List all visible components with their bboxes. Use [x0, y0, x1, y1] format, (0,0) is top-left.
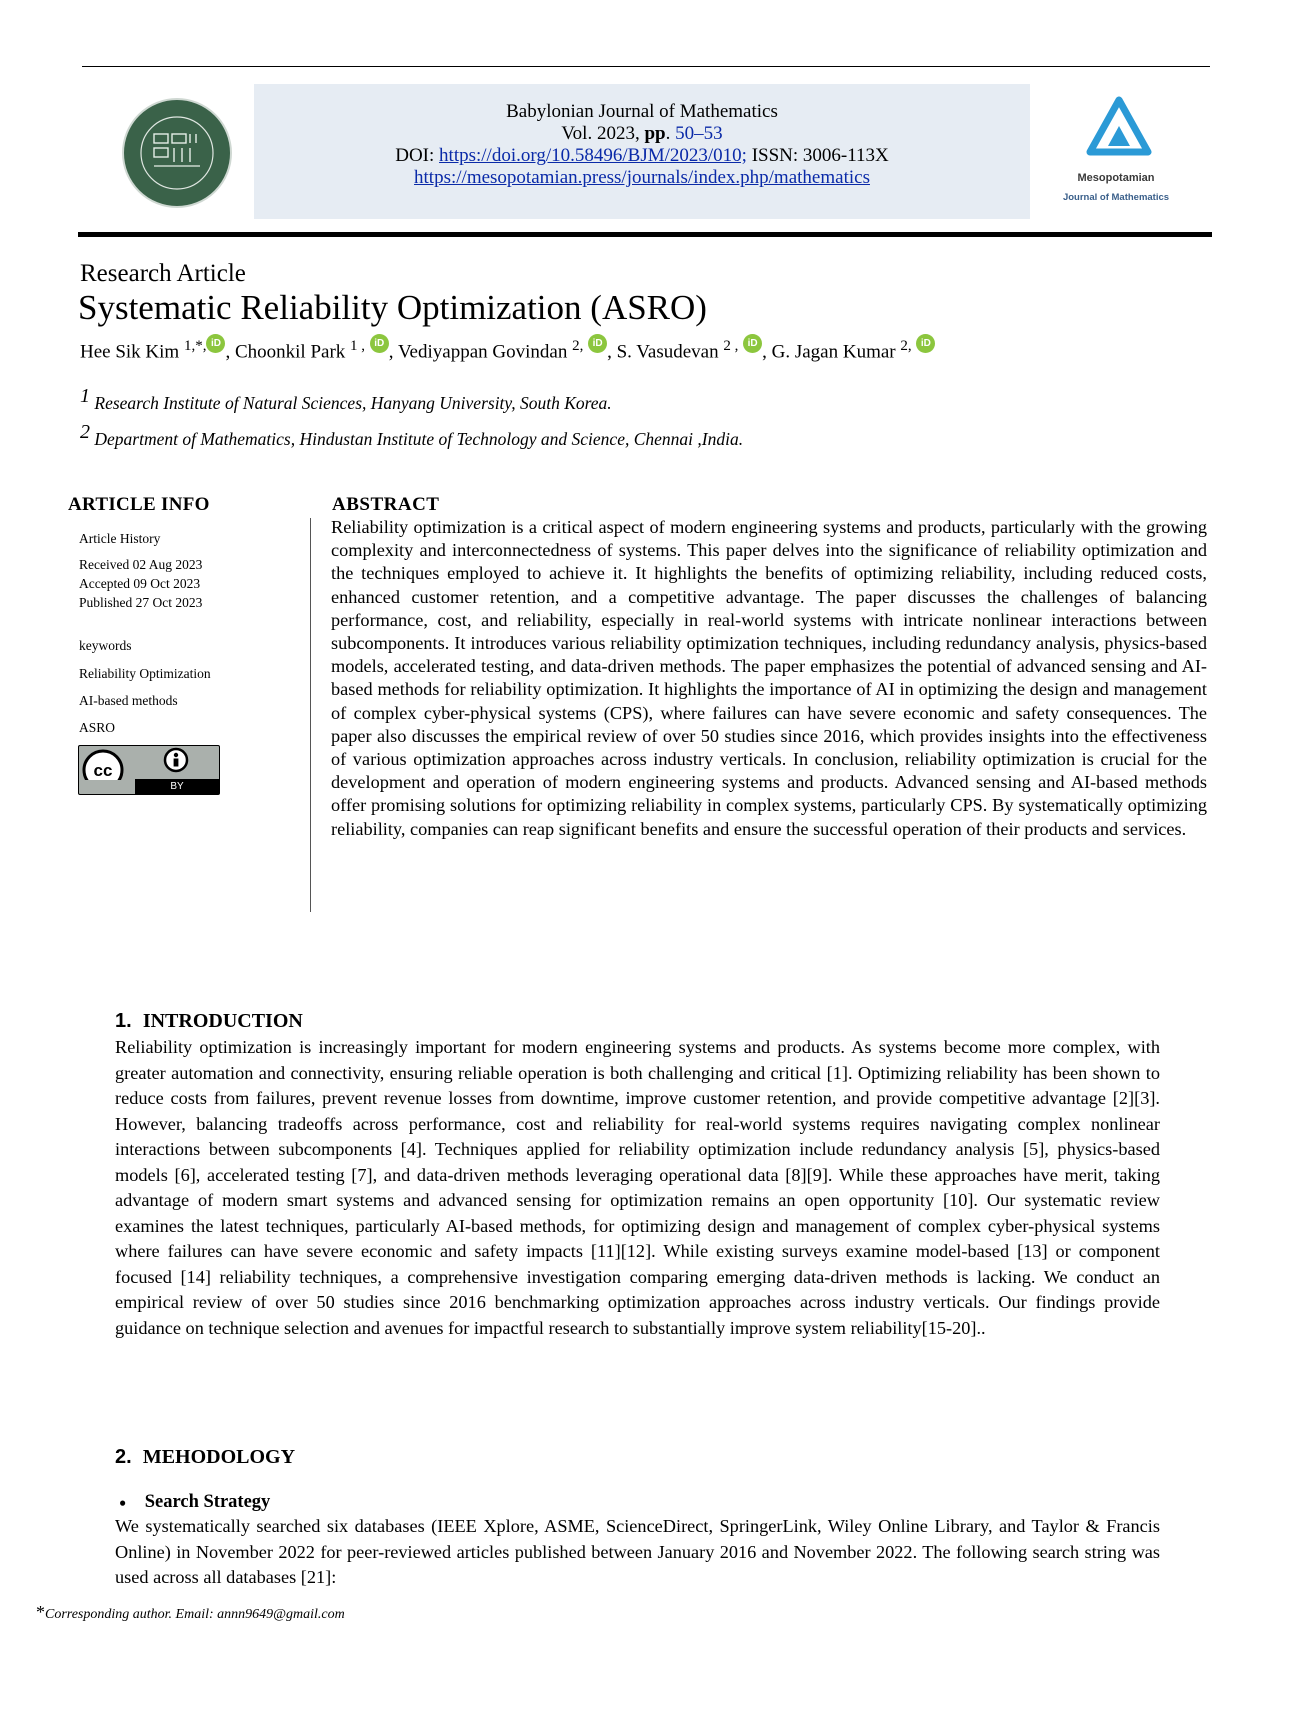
publisher-logo [122, 98, 232, 208]
published-date: Published 27 Oct 2023 [79, 595, 203, 610]
author-name: , Vediyappan Govindan [388, 341, 573, 363]
author-name: , Choonkil Park [225, 341, 351, 363]
affiliation-1: $^1$ Research Institute of Natural Sciences, Hanyang University, South Korea. [80, 385, 612, 413]
orcid-icon[interactable]: iD [916, 334, 935, 353]
orcid-icon[interactable]: iD [743, 334, 762, 353]
journal-logo [1086, 96, 1152, 162]
journal-header-band [254, 84, 1030, 219]
article-type: Research Article [80, 260, 246, 287]
abstract-divider [310, 518, 311, 912]
svg-text:cc: cc [93, 761, 113, 780]
journal-name: Babylonian Journal of Mathematics [506, 101, 778, 122]
cc-icon [79, 746, 219, 780]
article-title: Systematic Reliability Optimization (ASRO) [78, 288, 707, 327]
author-name: , S. Vasudevan [607, 341, 724, 363]
article-info-heading: ARTICLE INFO [68, 494, 210, 515]
intro-heading: 1. INTRODUCTION [115, 1010, 303, 1032]
article-history-label: Article History [79, 531, 161, 546]
journal-logo-subtitle: Journal of Mathematics [1062, 192, 1170, 203]
header-rule [78, 232, 1212, 237]
license-label: BY [135, 779, 219, 794]
search-strategy-heading: ● Search Strategy [119, 1492, 271, 1512]
journal-logo-title: Mesopotamian [1077, 172, 1155, 184]
accepted-date: Accepted 09 Oct 2023 [79, 576, 201, 591]
keyword-item: Reliability Optimization [79, 666, 211, 681]
author-name: , G. Jagan Kumar [762, 341, 901, 363]
author-name: Hee Sik Kim [80, 341, 184, 363]
volume-pages: Vol. 2023, pp. 50–53 [561, 123, 723, 144]
journal-url-line [254, 167, 1030, 189]
methodology-heading: 2. MEHODOLOGY [115, 1446, 296, 1468]
affiliation-2: $^2$ Department of Mathematics, Hindustan Institute of Technology and Science, Chennai ,India. [80, 421, 744, 449]
abstract-heading: ABSTRACT [332, 494, 440, 515]
orcid-icon[interactable]: iD [206, 334, 225, 353]
keyword-item: AI-based methods [79, 693, 178, 708]
page-range: 50–53 [675, 123, 723, 144]
keywords-label: keywords [79, 638, 132, 653]
corresponding-author-footnote: *Corresponding author. Email: annn9649@gmail.com [36, 1602, 345, 1622]
orcid-icon[interactable]: iD [370, 334, 389, 353]
cc-by-license-badge[interactable] [78, 745, 220, 795]
bullet: ● [119, 1495, 127, 1510]
keyword-item: ASRO [79, 720, 116, 735]
orcid-icon[interactable]: iD [588, 334, 607, 353]
author-list: Hee Sik Kim $^{1,*,}$ iD , Choonkil Park $^{1 ,}$ iD , Vediyappan Govindan $^{2,}$ iD , S. Vasudevan $^{2 ,}$ iD , G. Jagan Kumar $^{2,}$ iD [80, 338, 935, 363]
abstract-text: Reliability optimization is a critical aspect of modern engineering systems and products, particularly with the growing complexity and interconnectedness of systems. This paper delves into the significance of reliability optimization and the techniques employed to achieve it. It highlights the benefits of optimizing reliability, including reduced costs, enhanced customer retention, and a competitive advantage. The paper discusses the challenges of balancing performance, cost, and reliability, especially in real-world systems with intricate nonlinear interactions between subcomponents. It introduces various reliability optimization techniques, including redundancy analysis, physics-based models, accelerated testing, and data-driven methods. The paper emphasizes the potential of advanced sensing and AI-based methods for reliability optimization. It highlights the importance of AI in optimizing the design and management of complex cyber-physical systems (CPS), where failures can have severe economic and safety consequences. The paper also discusses the empirical review of over 50 studies since 2016, which provides insights into the effectiveness of various optimization approaches across industry verticals. In conclusion, reliability optimization is crucial for the development and operation of modern engineering systems and products. Advanced sensing and AI-based methods offer promising solutions for optimizing reliability in complex systems, particularly CPS. By systematically optimizing reliability, companies can reap significant benefits and ensure the successful operation of their products and services. [331, 517, 1207, 839]
top-rule [82, 66, 1210, 67]
doi-line: DOI: https://doi.org/10.58496/BJM/2023/010; ISSN: 3006-113X [395, 145, 889, 166]
intro-text: Reliability optimization is increasingly important for modern engineering systems and products. As systems become more complex, with greater automation and connectivity, ensuring reliable operation is both challenging and critical [1]. Optimizing reliability has been shown to reduce costs from failures, prevent revenue losses from downtime, improve customer retention, and provide competitive advantage [2][3]. However, balancing tradeoffs across performance, cost and reliability for real-world systems requires navigating complex nonlinear interactions between subcomponents [4]. Techniques applied for reliability optimization include redundancy analysis [5], physics-based models [6], accelerated testing [7], and data-driven methods leveraging operational data [8][9]. While these approaches have merit, taking advantage of modern smart systems and advanced sensing for optimization remains an open opportunity [10]. Our systematic review examines the latest techniques, particularly AI-based methods, for optimizing design and management of complex cyber-physical systems where failures can have severe economic and safety impacts [11][12]. While existing surveys examine model-based [13] or component focused [14] reliability techniques, a comprehensive investigation comparing emerging data-driven methods is lacking. We conduct an empirical review of over 50 studies since 2016 benchmarking optimization approaches across industry verticals. Our findings provide guidance on technique selection and avenues for impactful research to substantially improve system reliability[15-20].. [115, 1037, 1160, 1338]
methodology-text: We systematically searched six databases (IEEE Xplore, ASME, ScienceDirect, SpringerLink, Wiley Online Library, and Taylor & Francis Online) in November 2022 for peer-reviewed articles published between January 2016 and November 2022. The following search string was used across all databases [21]: [115, 1516, 1160, 1587]
doi-link[interactable]: https://doi.org/10.58496/BJM/2023/010; [439, 145, 747, 166]
journal-url-link[interactable]: https://mesopotamian.press/journals/index.php/mathematics [414, 167, 870, 188]
received-date: Received 02 Aug 2023 [79, 557, 203, 572]
